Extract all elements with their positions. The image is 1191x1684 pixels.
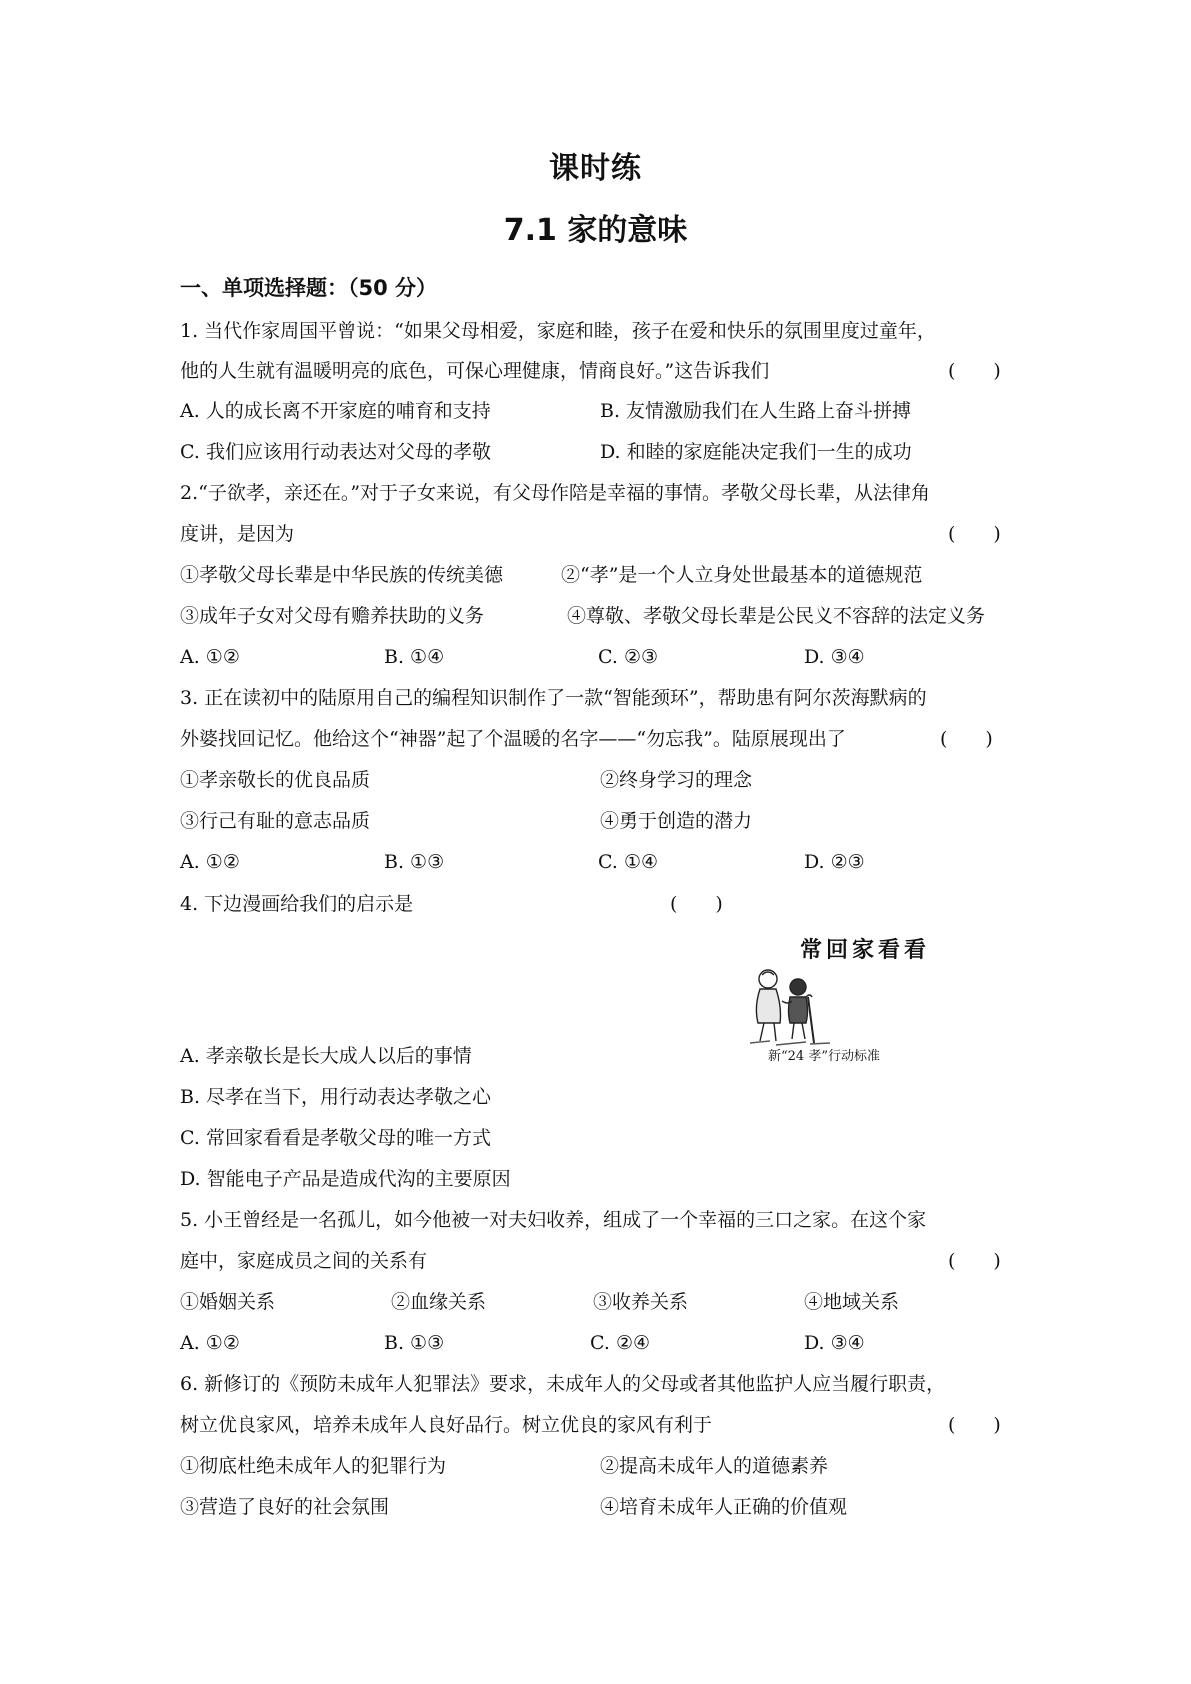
q5-option-a: A. ①②: [180, 1332, 240, 1354]
q5-statement-3: ③收养关系: [593, 1291, 689, 1313]
q4-answer-blank: ( ): [670, 893, 723, 915]
q5-statement-2: ②血缘关系: [391, 1291, 487, 1313]
q4-option-b: B. 尽孝在当下，用行动表达孝敬之心: [180, 1086, 492, 1108]
section-heading: 一、单项选择题：（50 分）: [180, 276, 438, 300]
q5-stem-line1: 5. 小王曾经是一名孤儿，如今他被一对夫妇收养，组成了一个幸福的三口之家。在这个家: [180, 1209, 927, 1231]
q5-stem-line2: 庭中，家庭成员之间的关系有: [180, 1250, 428, 1272]
q1-option-c: C. 我们应该用行动表达对父母的孝敬: [180, 441, 491, 463]
q3-statement-3: ③行己有耻的意志品质: [180, 810, 371, 832]
q5-answer-blank: ( ): [948, 1250, 1001, 1272]
q6-statement-4: ④培育未成年人正确的价值观: [600, 1496, 848, 1518]
q1-stem-line2: 他的人生就有温暖明亮的底色，可保心理健康，情商良好。”这告诉我们: [180, 360, 770, 382]
q6-stem-line2: 树立优良家风，培养未成年人良好品行。树立优良的家风有利于: [180, 1414, 713, 1436]
q3-option-b: B. ①③: [384, 851, 445, 873]
q6-statement-1: ①彻底杜绝未成年人的犯罪行为: [180, 1455, 447, 1477]
q3-statement-1: ①孝亲敬长的优良品质: [180, 769, 371, 791]
q2-statement-2: ②“孝”是一个人立身处世最基本的道德规范: [561, 564, 923, 586]
q3-statement-2: ②终身学习的理念: [600, 769, 753, 791]
q4-stem: 4. 下边漫画给我们的启示是: [180, 893, 414, 915]
q2-statement-1: ①孝敬父母长辈是中华民族的传统美德: [180, 564, 504, 586]
q3-option-c: C. ①④: [598, 851, 659, 873]
q2-option-b: B. ①④: [384, 646, 445, 668]
q1-answer-blank: ( ): [948, 360, 1001, 382]
q2-option-d: D. ③④: [804, 646, 865, 668]
q5-option-d: D. ③④: [804, 1332, 865, 1354]
q5-statement-4: ④地域关系: [804, 1291, 900, 1313]
q2-stem-line2: 度讲，是因为: [180, 523, 295, 545]
q3-stem-line1: 3. 正在读初中的陆原用自己的编程知识制作了一款“智能颈环”，帮助患有阿尔茨海默病的: [180, 687, 927, 709]
q6-stem-line1: 6. 新修订的《预防未成年人犯罪法》要求，未成年人的父母或者其他监护人应当履行职责，: [180, 1373, 946, 1395]
q6-statement-2: ②提高未成年人的道德素养: [600, 1455, 829, 1477]
q5-statement-1: ①婚姻关系: [180, 1291, 276, 1313]
cartoon-caption: 新“24 孝”行动标准: [768, 1049, 880, 1064]
q3-option-d: D. ②③: [804, 851, 865, 873]
q2-option-a: A. ①②: [180, 646, 240, 668]
q1-option-a: A. 人的成长离不开家庭的哺育和支持: [180, 400, 491, 422]
q5-option-b: B. ①③: [384, 1332, 445, 1354]
q5-option-c: C. ②④: [590, 1332, 651, 1354]
q2-answer-blank: ( ): [948, 523, 1001, 545]
q2-stem-line1: 2.“子欲孝，亲还在。”对于子女来说，有父母作陪是幸福的事情。孝敬父母长辈，从法律角: [180, 482, 931, 504]
q6-answer-blank: ( ): [948, 1414, 1001, 1436]
lesson-subtitle: 7.1 家的意味: [503, 213, 688, 248]
q1-option-b: B. 友情激励我们在人生路上奋斗拼搏: [600, 400, 912, 422]
q2-option-c: C. ②③: [598, 646, 659, 668]
q3-answer-blank: ( ): [940, 728, 993, 750]
cartoon-figure: [740, 933, 970, 1063]
q4-option-a: A. 孝亲敬长是长大成人以后的事情: [180, 1045, 472, 1067]
q3-stem-line2: 外婆找回记忆。他给这个“神器”起了个温暖的名字——“勿忘我”。陆原展现出了: [180, 728, 846, 750]
q3-option-a: A. ①②: [180, 851, 240, 873]
page-title: 课时练: [549, 151, 642, 186]
q1-stem-line1: 1. 当代作家周国平曾说：“如果父母相爱，家庭和睦，孩子在爱和快乐的氛围里度过童年，: [180, 320, 936, 342]
q1-option-d: D. 和睦的家庭能决定我们一生的成功: [600, 441, 912, 463]
q2-statement-3: ③成年子女对父母有赡养扶助的义务: [180, 605, 485, 627]
q3-statement-4: ④勇于创造的潜力: [600, 810, 753, 832]
q4-option-d: D. 智能电子产品是造成代沟的主要原因: [180, 1168, 511, 1190]
q2-statement-4: ④尊敬、孝敬父母长辈是公民义不容辞的法定义务: [567, 605, 986, 627]
q4-option-c: C. 常回家看看是孝敬父母的唯一方式: [180, 1127, 491, 1149]
cartoon-title: 常回家看看: [800, 938, 931, 963]
q6-statement-3: ③营造了良好的社会氛围: [180, 1496, 390, 1518]
cartoon-illustration-icon: [740, 967, 850, 1047]
